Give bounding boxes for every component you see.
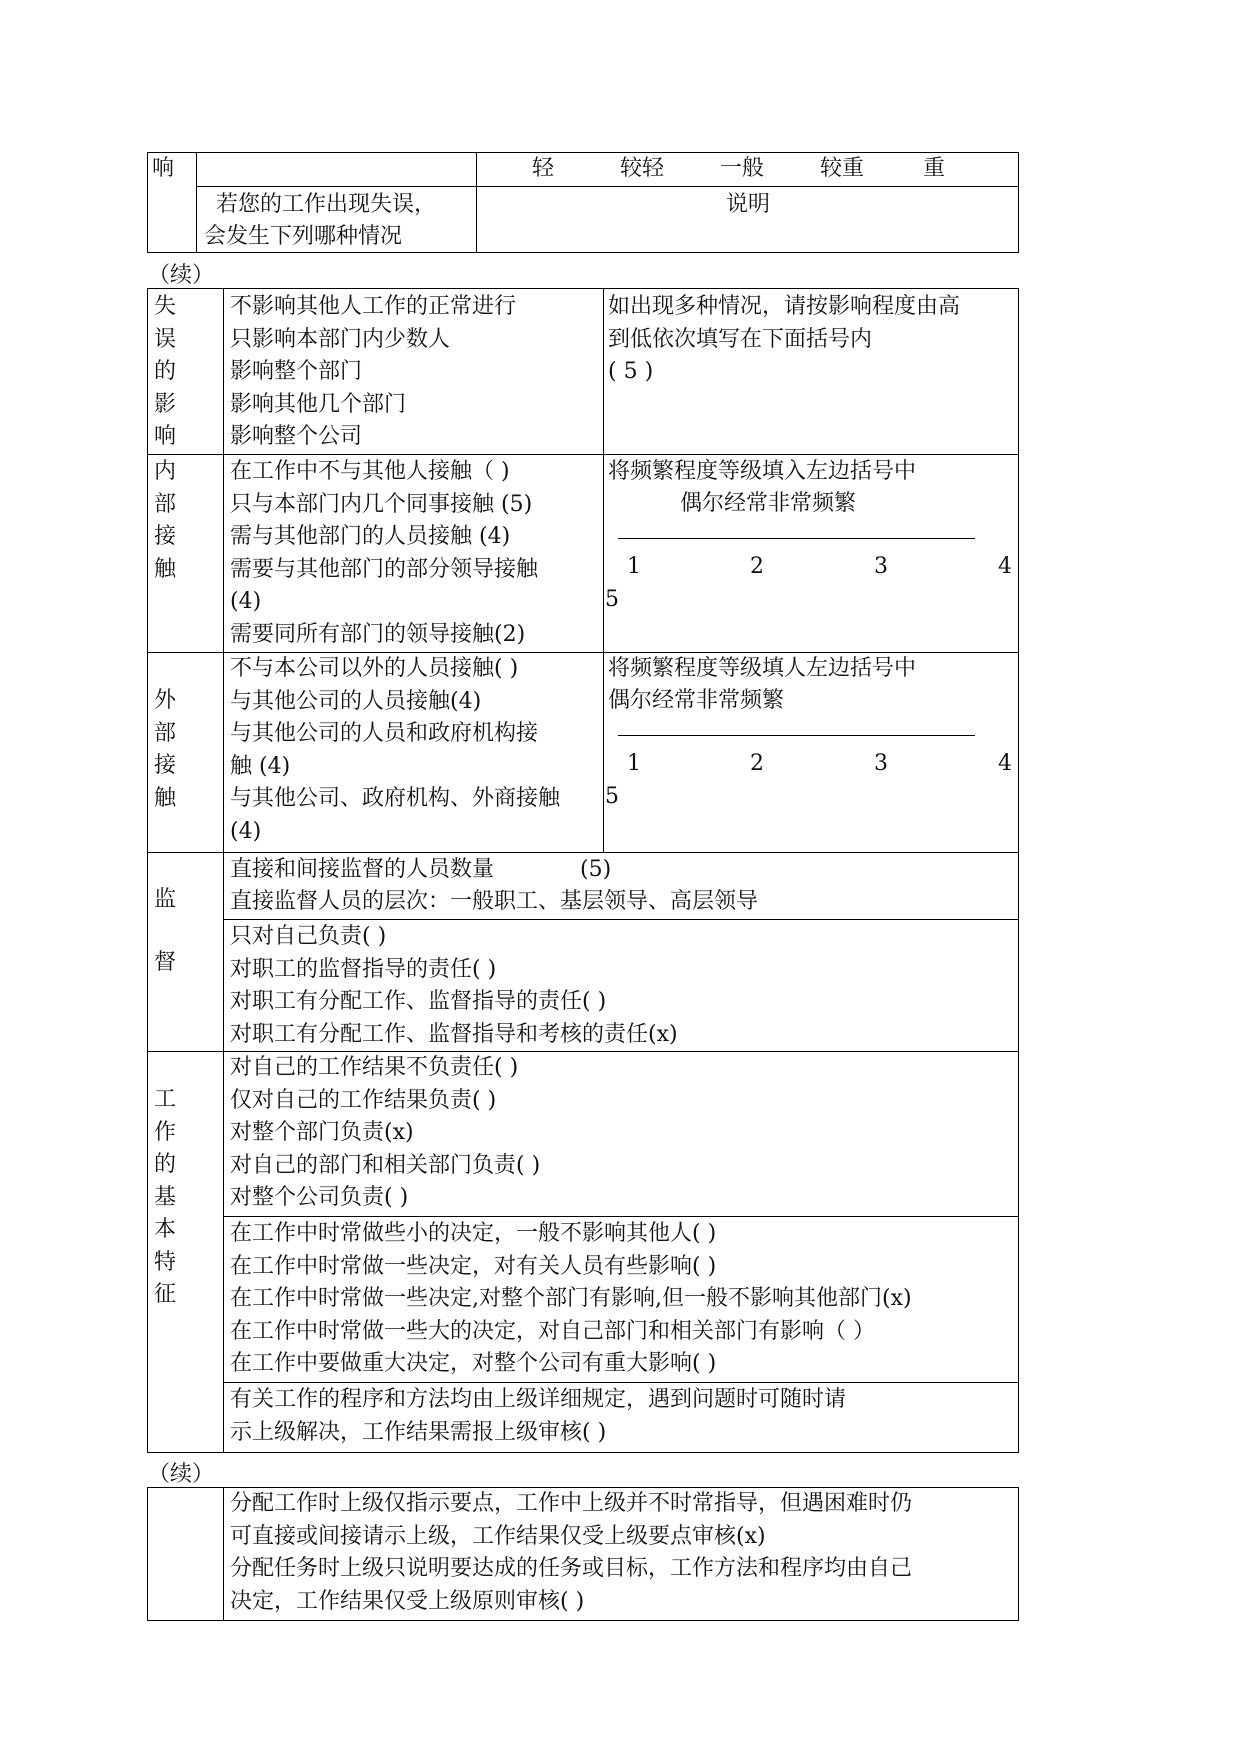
top-table-divider	[196, 152, 197, 253]
question-line: 若您的工作出现失误，	[216, 192, 437, 217]
scale-label-heavy: 重	[923, 156, 946, 181]
option-item: 与其他公司、政府机构、外商接触	[230, 786, 561, 811]
side-char: 基	[154, 1184, 177, 1210]
option-item: 对自己的工作结果不负责任( )	[230, 1055, 519, 1080]
section-label-error-impact	[154, 291, 180, 454]
main-table-divider	[223, 288, 224, 1453]
side-char: 的	[154, 1152, 177, 1177]
side-char: 的	[154, 359, 177, 384]
option-item: 不与本公司以外的人员接触( )	[230, 656, 519, 681]
option-item: 需要同所有部门的领导接触(2)	[230, 621, 526, 647]
external-note-levels: 偶尔经常非常频繁	[608, 688, 785, 713]
error-impact-note	[608, 291, 960, 389]
option-item: 在工作中时常做一些决定，对有关人员有些影响( )	[230, 1253, 717, 1279]
option-item: 不影响其他人工作的正常进行	[230, 294, 517, 319]
scale-number: 1	[627, 554, 641, 579]
scale-label-fairly-heavy: 较重	[820, 156, 865, 181]
option-item: 触 (4)	[230, 753, 291, 779]
scale-number: 1	[627, 751, 641, 776]
side-char: 接	[154, 524, 177, 549]
scale-number: 3	[874, 554, 888, 579]
side-char: 监	[154, 887, 177, 912]
option-item: 在工作中不与其他人接触（ )	[230, 459, 510, 484]
option-item: (4)	[230, 589, 262, 614]
continued-label: （续）	[148, 1462, 215, 1487]
side-char: 触	[154, 556, 177, 582]
option-item: 对整个公司负责( )	[230, 1185, 409, 1210]
top-table-divider	[476, 152, 477, 253]
side-char: 部	[154, 720, 177, 746]
question-line: 会发生下列哪种情况	[204, 224, 403, 249]
scale-label-normal: 一般	[720, 156, 765, 181]
explain-label: 说明	[726, 192, 771, 217]
option-item: 可直接或间接请示上级，工作结果仅受上级要点审核(x)	[230, 1523, 766, 1549]
scale-number: 2	[750, 554, 764, 579]
side-label: 响	[152, 156, 175, 181]
side-char: 征	[154, 1282, 177, 1307]
side-char: 外	[154, 688, 177, 713]
side-char: 失	[154, 294, 177, 319]
scale-number: 4	[998, 554, 1012, 579]
bottom-options	[230, 1488, 912, 1618]
option-item: 与其他公司的人员和政府机构接	[230, 721, 539, 746]
procedure-options	[230, 1384, 846, 1449]
option-item: 仅对自己的工作结果负责( )	[230, 1087, 497, 1113]
error-impact-options	[230, 291, 516, 454]
option-item: 在工作中时常做一些大的决定，对自己部门和相关部门有影响（ ）	[230, 1318, 875, 1344]
main-table-divider	[147, 852, 1019, 853]
note-line: 如出现多种情况，请按影响程度由高	[608, 294, 961, 319]
scale-number: 4	[998, 751, 1012, 776]
option-item: 对整个部门负责(x)	[230, 1120, 414, 1145]
option-item: 只对自己负责( )	[230, 924, 387, 949]
side-char: 触	[154, 785, 177, 811]
side-char: 特	[154, 1249, 177, 1275]
top-table-divider	[196, 186, 1019, 187]
option-item: 影响整个部门	[230, 359, 363, 384]
option-item: 有关工作的程序和方法均由上级详细规定，遇到问题时可随时请	[230, 1387, 847, 1412]
main-table-divider	[223, 919, 1019, 920]
scale-number: 5	[605, 587, 619, 612]
option-item: 影响其他几个部门	[230, 391, 407, 417]
option-item: 对自己的部门和相关部门负责( )	[230, 1152, 541, 1178]
option-item: 只与本部门内几个同事接触 (5)	[230, 491, 533, 517]
side-char: 误	[154, 326, 177, 352]
side-char: 工	[154, 1087, 177, 1112]
option-item: 对职工的监督指导的责任( )	[230, 956, 497, 982]
internal-note-title: 将频繁程度等级填入左边括号中	[608, 459, 917, 484]
supervision-count-line: 直接和间接监督的人员数量	[230, 857, 495, 882]
option-item: 分配工作时上级仅指示要点，工作中上级并不时常指导，但遇困难时仍	[230, 1491, 913, 1516]
external-note-title: 将频繁程度等级填人左边括号中	[608, 656, 917, 681]
side-char: 接	[154, 753, 177, 778]
section-label-external-contact	[154, 685, 180, 815]
decision-options	[230, 1218, 912, 1381]
option-item: 在工作中时常做些小的决定，一般不影响其他人( )	[230, 1221, 717, 1246]
supervision-count-value: (5)	[580, 857, 612, 882]
option-item: (4)	[230, 818, 262, 844]
side-char: 督	[154, 950, 177, 975]
external-scale-line	[618, 735, 975, 736]
option-item: 在工作中时常做一些决定,对整个部门有影响,但一般不影响其他部门(x)	[230, 1286, 912, 1311]
section-label-internal-contact	[154, 456, 180, 586]
option-item: 只影响本部门内少数人	[230, 326, 451, 352]
option-item: 与其他公司的人员接触(4)	[230, 688, 482, 714]
main-table-divider	[223, 1382, 1019, 1383]
section-label-work-characteristics	[154, 1084, 180, 1312]
scale-label-light: 轻	[532, 156, 555, 181]
internal-note-levels: 偶尔经常非常频繁	[680, 491, 857, 516]
option-item: 示上级解决，工作结果需报上级审核( )	[230, 1419, 607, 1445]
note-line: 到低依次填写在下面括号内	[608, 326, 873, 352]
scale-label-fairly-light: 较轻	[620, 156, 665, 181]
continued-label: （续）	[148, 263, 215, 288]
option-item: 在工作中要做重大决定，对整个公司有重大影响( )	[230, 1351, 717, 1376]
main-table-divider	[223, 1216, 1019, 1217]
option-item: 对职工有分配工作、监督指导和考核的责任(x)	[230, 1021, 678, 1047]
bottom-table-divider	[223, 1487, 224, 1621]
supervision-options	[230, 921, 678, 1051]
side-char: 本	[154, 1217, 177, 1242]
side-char: 内	[154, 459, 177, 484]
main-table-divider	[603, 288, 604, 852]
side-char: 影	[154, 391, 177, 417]
scale-number: 5	[605, 784, 619, 809]
supervision-level-line: 直接监督人员的层次：一般职工、基层领导、高层领导	[230, 889, 759, 914]
side-char: 作	[154, 1119, 177, 1145]
scale-number: 3	[874, 751, 888, 776]
external-contact-options	[230, 653, 560, 848]
option-item: 分配任务时上级只说明要达成的任务或目标，工作方法和程序均由自己	[230, 1556, 913, 1581]
internal-scale-line	[618, 538, 975, 539]
responsibility-options	[230, 1052, 540, 1215]
side-char: 响	[154, 424, 177, 449]
side-char: 部	[154, 491, 177, 517]
option-item: 需要与其他部门的部分领导接触	[230, 556, 539, 582]
scale-number: 2	[750, 751, 764, 776]
option-item: 需与其他部门的人员接触 (4)	[230, 524, 511, 549]
option-item: 影响整个公司	[230, 424, 363, 449]
option-item: 决定，工作结果仅受上级原则审核( )	[230, 1588, 585, 1614]
internal-contact-options	[230, 456, 538, 651]
option-item: 对职工有分配工作、监督指导的责任( )	[230, 989, 607, 1014]
note-line: ( 5 )	[608, 359, 654, 384]
main-table-divider	[147, 454, 1019, 455]
